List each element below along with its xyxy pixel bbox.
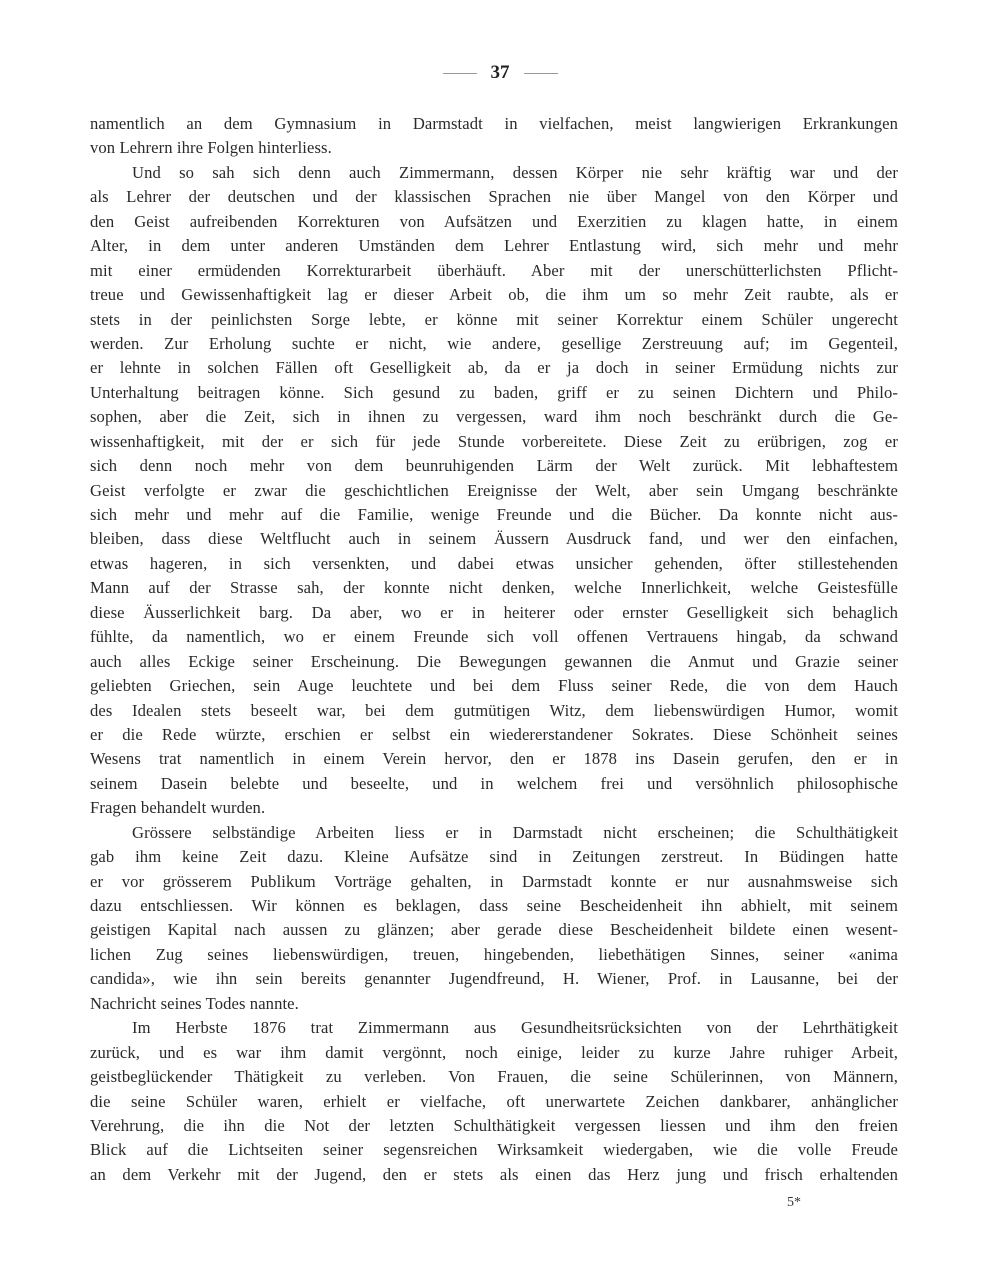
text-line: Mann auf der Strasse sah, der konnte nicht denken, welche Innerlichkeit, welche Geistesfülle [90, 578, 898, 598]
text-line: sophen, aber die Zeit, sich in ihnen zu vergessen, ward ihm noch beschränkt durch die Ge- [90, 407, 898, 427]
text-line: auch alles Eckige seiner Erscheinung. Die Bewegungen gewannen die Anmut und Grazie seiner [90, 651, 898, 671]
text-line: Unterhaltung beitragen könne. Sich gesund zu baden, griff er zu seinen Dichtern und Philo- [90, 382, 898, 402]
header-rule-right [524, 73, 558, 74]
text-line: er lehnte in solchen Fällen oft Geselligkeit ab, da er ja doch in seiner Ermüdung nichts zur [90, 358, 898, 378]
text-line: seinem Dasein belebte und beseelte, und in welchem frei und versöhnlich philosophische [90, 773, 898, 793]
text-line: als Lehrer der deutschen und der klassischen Sprachen nie über Mangel von den Körper und [90, 187, 898, 207]
text-line: geistbeglückender Thätigkeit zu verleben. Von Frauen, die seine Schülerinnen, von Männern, [90, 1067, 898, 1087]
text-line: den Geist aufreibenden Korrekturen von Aufsätzen und Exerzitien zu klagen hatte, in einem [90, 211, 898, 231]
text-line: namentlich an dem Gymnasium in Darmstadt in vielfachen, meist langwierigen Erkrankungen [90, 114, 898, 133]
text-line: gab ihm keine Zeit dazu. Kleine Aufsätze sind in Zeitungen zerstreut. In Büdingen hatte [90, 847, 898, 867]
text-line: zurück, und es war ihm damit vergönnt, noch einige, leider zu kurze Jahre ruhiger Arbeit, [90, 1042, 898, 1062]
text-line: Fragen behandelt wurden. [90, 798, 266, 818]
page-header [0, 62, 1000, 84]
text-line: Wesens trat namentlich in einem Verein hervor, den er 1878 ins Dasein gerufen, den er in [90, 749, 898, 769]
text-line: stets in der peinlichsten Sorge lebte, er könne mit seiner Korrektur einem Schüler ungerecht [90, 309, 898, 329]
text-line: Im Herbste 1876 trat Zimmermann aus Gesundheitsrücksichten von der Lehrthätigkeit [132, 1018, 898, 1038]
text-line: geliebten Griechen, sein Auge leuchtete und bei dem Fluss seiner Rede, die von dem Hauch [90, 676, 898, 696]
text-line: wissenhaftigkeit, mit der er sich für jede Stunde vorbereitete. Diese Zeit zu erübrigen, zog er [90, 431, 898, 451]
text-line: candida», wie ihn sein bereits genannter Jugendfreund, H. Wiener, Prof. in Lausanne, bei der [90, 969, 898, 989]
text-line: an dem Verkehr mit der Jugend, den er stets als einen das Herz jung und frisch erhaltenden [90, 1164, 898, 1184]
header-rule-left [443, 73, 477, 74]
text-line: von Lehrern ihre Folgen hinterliess. [90, 138, 332, 158]
text-line: er vor grösserem Publikum Vorträge gehalten, in Darmstadt konnte er nur ausnahmsweise sich [90, 871, 898, 891]
text-line: geistigen Kapital nach aussen zu glänzen; aber gerade diese Bescheidenheit bildete einen wesent- [90, 920, 898, 940]
text-line: bleiben, dass diese Weltflucht auch in seinem Äussern Ausdruck fand, und wer den einfachen, [90, 529, 898, 549]
text-line: etwas hageren, in sich versenkten, und dabei etwas unsicher gehenden, öfter stillestehenden [90, 553, 898, 573]
text-line: lichen Zug seines liebenswürdigen, treuen, hingebenden, liebethätigen Sinnes, seiner «anima [90, 944, 898, 964]
text-line: des Idealen stets beseelt war, bei dem gutmütigen Witz, dem liebenswürdigen Humor, womit [90, 700, 898, 720]
text-line: sich mehr und mehr auf die Familie, wenige Freunde und die Bücher. Da konnte nicht aus- [90, 505, 898, 524]
text-line: treue und Gewissenhaftigkeit lag er dieser Arbeit ob, die ihm um so mehr Zeit raubte, als er [90, 285, 898, 305]
text-line: mit einer ermüdenden Korrekturarbeit überhäuft. Aber mit der unerschütterlichsten Pflicht- [90, 260, 898, 280]
text-line: Grössere selbständige Arbeiten liess er in Darmstadt nicht erscheinen; die Schulthätigkeit [132, 822, 898, 842]
text-line: Verehrung, die ihn die Not der letzten Schulthätigkeit vergessen liessen und ihm den freien [90, 1115, 898, 1135]
text-line: Blick auf die Lichtseiten seiner segensreichen Wirksamkeit wiedergaben, wie die volle Freude [90, 1140, 898, 1160]
text-line: Geist verfolgte er zwar die geschichtlichen Ereignisse der Welt, aber sein Umgang beschränkte [90, 480, 898, 500]
body-text [90, 112, 898, 1187]
text-line: diese Äusserlichkeit barg. Da aber, wo er in heiterer oder ernster Geselligkeit sich behaglich [90, 602, 898, 622]
text-line: werden. Zur Erholung suchte er nicht, wie andere, gesellige Zerstreuung auf; im Gegenteil, [90, 333, 898, 353]
page-number: 37 [490, 62, 510, 83]
signature-mark: 5* [787, 1195, 801, 1210]
text-line: die seine Schüler waren, erhielt er vielfache, oft unerwartete Zeichen dankbarer, anhänglicher [90, 1091, 898, 1111]
text-line: dazu entschliessen. Wir können es beklagen, dass seine Bescheidenheit ihn abhielt, mit seinem [90, 896, 898, 915]
text-line: Alter, in dem unter anderen Umständen dem Lehrer Entlastung wird, sich mehr und mehr [90, 236, 898, 256]
text-line: Und so sah sich denn auch Zimmermann, dessen Körper nie sehr kräftig war und der [132, 162, 898, 182]
text-line: Nachricht seines Todes nannte. [90, 993, 299, 1013]
text-line: sich denn noch mehr von dem beunruhigenden Lärm der Welt zurück. Mit lebhaftestem [90, 456, 898, 476]
text-line: fühlte, da namentlich, wo er einem Freunde sich voll offenen Vertrauens hingab, da schwand [90, 627, 898, 647]
text-line: er die Rede würzte, erschien er selbst ein wiedererstandener Sokrates. Diese Schönheit seines [90, 724, 898, 744]
